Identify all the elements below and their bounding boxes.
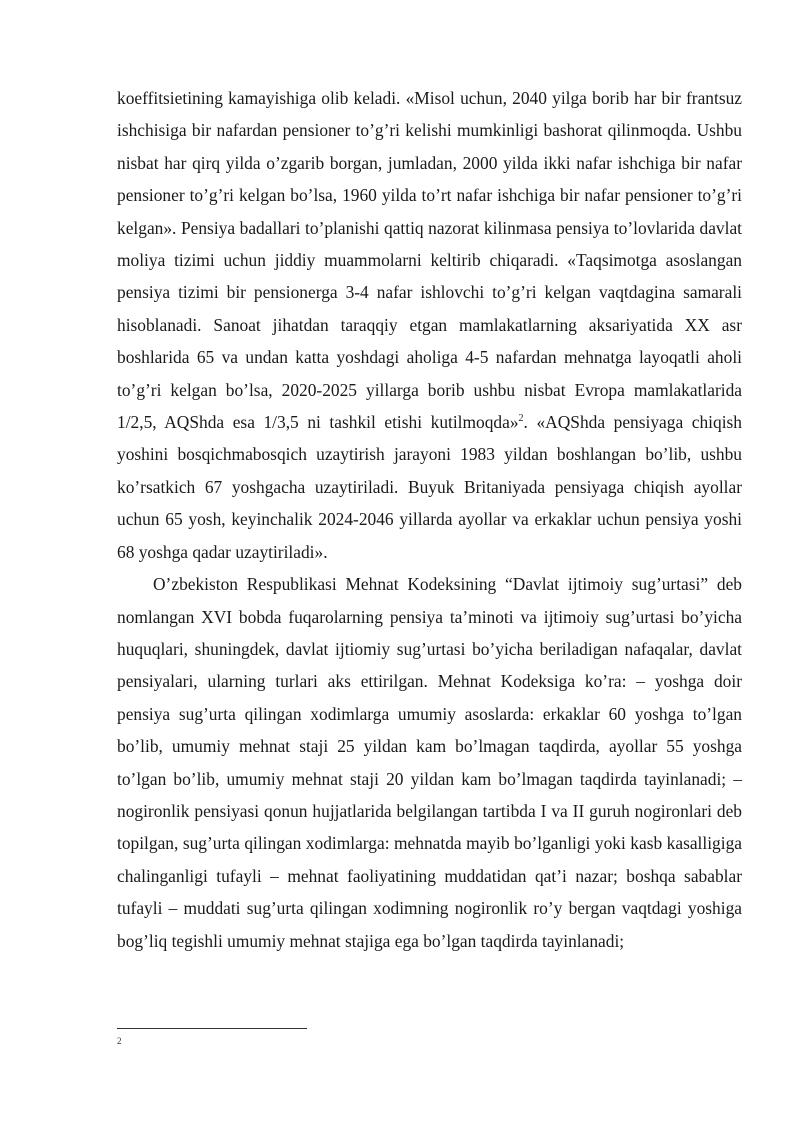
paragraph-pension-ratio [117,82,742,568]
paragraph-labor-code: O’zbekiston Respublikasi Mehnat Kodeksining “Davlat ijtimoiy sug’urtasi” deb nomlangan XVI bobda fuqarolarning pensiya ta’minoti va ijtimoiy sug’urtasi bo’yicha huquqlari, shuningdek, davlat ijtiomiy sug’urtasi bo’yicha beriladigan nafaqalar, davlat pensiyalari, ularning turlari aks ettirilgan. Mehnat Kodeksiga ko’ra: – yoshga doir pensiya sug’urta qilingan xodimlarga umumiy asoslarda: erkaklar 60 yoshga to’lgan bo’lib, umumiy mehnat staji 25 yildan kam bo’lmagan taqdirda, ayollar 55 yoshga to’lgan bo’lib, umumiy mehnat staji 20 yildan kam bo’lmagan taqdirda tayinlanadi; – nogironlik pensiyasi qonun hujjatlarida belgilangan tartibda I va II guruh nogironlari deb topilgan, sug’urta qilingan xodimlarga: mehnatda mayib bo’lganligi yoki kasb kasalligiga chalinganligi tufayli – mehnat faoliyatining muddatidan qat’i nazar; boshqa sabablar tufayli – muddati sug’urta qilingan xodimning nogironlik ro’y bergan vaqtdagi yoshiga bog’liq tegishli umumiy mehnat stajiga ega bo’lgan taqdirda tayinlanadi; [117,574,742,951]
document-body [117,82,742,957]
paragraph-text: koeffitsietining kamayishiga olib keladi. «Misol uchun, 2040 yilga borib har bir frantsuz ishchisiga bir nafardan pensioner to’g’ri kelishi mumkinligi bashorat qilinmoqda. Ushbu nisbat har qirq yilda o’zgarib borgan, jumladan, 2000 yilda ikki nafar ishchiga bir nafar pensioner to’g’ri kelgan bo’lsa, 1960 yilda to’rt nafar ishchiga bir nafar pensioner to’g’ri kelgan». Pensiya badallari to’planishi qattiq nazorat kilinmasa pensiya to’lovlarida davlat moliya tizimi uchun jiddiy muammolarni keltirib chiqaradi. «Taqsimotga asoslangan pensiya tizimi bir pensionerga 3-4 nafar ishlovchi to’g’ri kelgan vaqtdagina samarali hisoblanadi. Sanoat jihatdan taraqqiy etgan mamlakatlarning aksariyatida XX asr boshlarida 65 va undan katta yoshdagi aholiga 4-5 nafardan mehnatga layoqatli aholi to’g’ri kelgan bo’lsa, 2020-2025 yillarga borib ushbu nisbat Evropa mamlakatlarida 1/2,5, AQShda esa 1/3,5 ni tashkil etishi kutilmoqda» [117,88,742,433]
footnote-marker: 2 [117,1036,122,1046]
paragraph-text-continued: . «AQShda pensiyaga chiqish yoshini bosqichmabosqich uzaytirish jarayoni 1983 yildan boshlangan bo’lib, ushbu ko’rsatkich 67 yoshgacha uzaytiriladi. Buyuk Britaniyada pensiyaga chiqish ayollar uchun 65 yosh, keyinchalik 2024-2046 yillarda ayollar va erkaklar uchun pensiya yoshi 68 yoshga qadar uzaytiriladi». [117,412,742,562]
footnote-reference[interactable]: 2 [518,413,524,425]
footnote-separator [117,1028,307,1029]
